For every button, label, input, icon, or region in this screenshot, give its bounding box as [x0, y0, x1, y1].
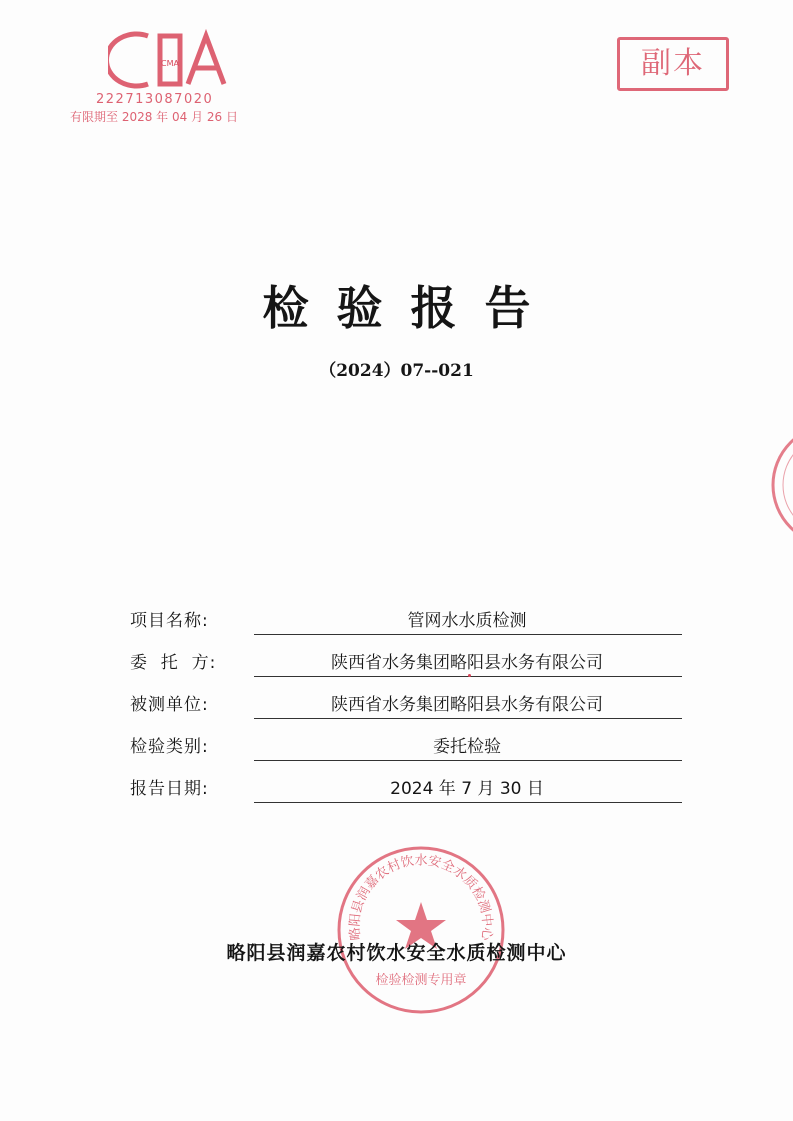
report-title: 检验报告: [262, 281, 559, 335]
institution-seal: [333, 842, 509, 1018]
field-row-project-name: [130, 600, 685, 640]
field-value: 委托检验: [433, 737, 501, 757]
field-underline: [254, 718, 682, 719]
cma-validity-date: 有限期至 2028 年 04 月 26 日: [70, 110, 238, 124]
field-label: 项目名称:: [130, 611, 209, 631]
red-ink-dot: [468, 674, 471, 677]
field-row-tested-unit: [130, 684, 685, 724]
report-number: （2024）07--021: [319, 361, 474, 381]
field-underline: [254, 760, 682, 761]
institution-name: 略阳县润嘉农村饮水安全水质检测中心: [226, 942, 567, 964]
field-row-inspection-type: [130, 726, 685, 766]
field-label: 报告日期:: [130, 779, 209, 799]
field-row-report-date: [130, 768, 685, 808]
field-label: 检验类别:: [130, 737, 209, 757]
field-value: 2024 年 7 月 30 日: [390, 779, 544, 799]
field-underline: [254, 634, 682, 635]
edge-seal-icon: [763, 430, 793, 540]
field-label: 委 托 方:: [130, 653, 217, 673]
copy-stamp: 副本: [617, 37, 729, 91]
field-row-client: [130, 642, 685, 682]
field-value: 管网水水质检测: [407, 611, 527, 631]
field-underline: [254, 802, 682, 803]
field-label: 被测单位:: [130, 695, 209, 715]
seal-sub-text: 检验检测专用章: [375, 973, 467, 988]
cma-logo-text: CMA: [161, 59, 179, 68]
field-value: 陕西省水务集团略阳县水务有限公司: [331, 695, 603, 715]
seal-arc-text: 略阳县润嘉农村饮水安全水质检测中心: [347, 853, 495, 942]
cma-certificate-number: 222713087020: [96, 92, 214, 107]
field-value: 陕西省水务集团略阳县水务有限公司: [331, 653, 603, 673]
cma-stamp-logo: [108, 28, 232, 92]
